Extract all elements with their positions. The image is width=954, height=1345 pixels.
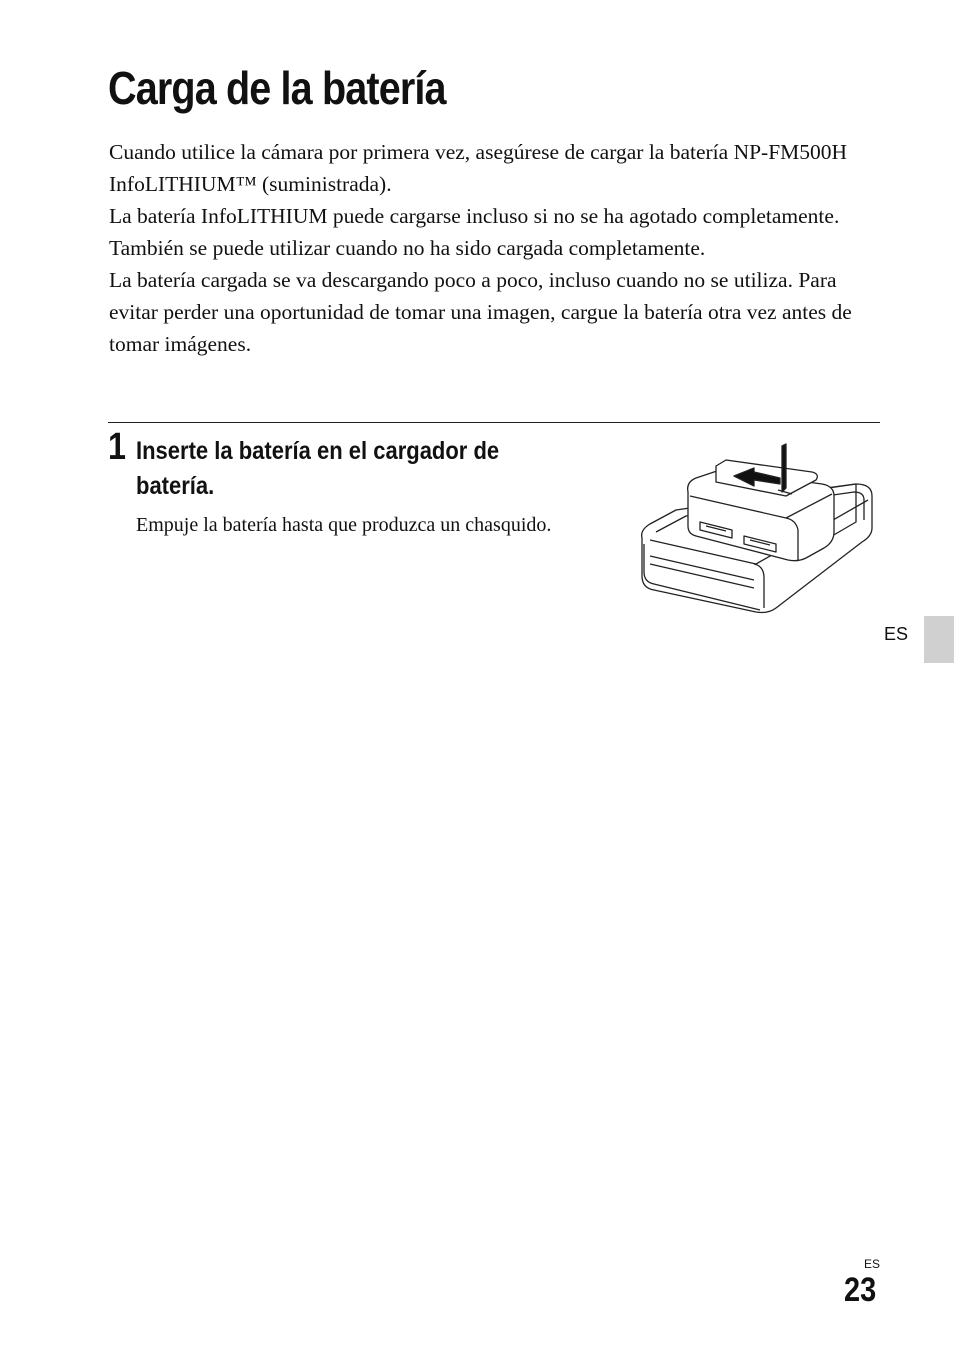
footer-language: ES [864,1257,881,1271]
intro-paragraph: La batería InfoLITHIUM puede cargarse incluso si no se ha agotado completamente. [109,204,840,228]
intro-paragraph: Cuando utilice la cámara por primera vez, asegúrese de cargar la batería NP-FM500H InfoLITHIUM™ (suministrada). [109,140,848,196]
step-heading: Inserte la batería en el cargador de batería. [136,437,500,500]
intro-text [109,136,889,360]
page-title: Carga de la batería [108,62,446,114]
step-description: Empuje la batería hasta que produzca un chasquido. [136,514,552,536]
language-label: ES [884,624,909,644]
page-number: 23 [844,1271,877,1309]
intro-paragraph: También se puede utilizar cuando no ha sido cargada completamente. [109,236,706,260]
intro-paragraph: La batería cargada se va descargando poco a poco, incluso cuando no se utiliza. Para evitar perder una oportunidad de tomar una imagen, cargue la batería otra vez antes de tomar imágenes. [109,268,852,356]
language-side-tab [924,616,954,663]
battery-charger-illustration [636,440,880,620]
section-divider [108,422,880,423]
push-down-arrow-icon [782,444,786,492]
step-number: 1 [108,426,126,468]
